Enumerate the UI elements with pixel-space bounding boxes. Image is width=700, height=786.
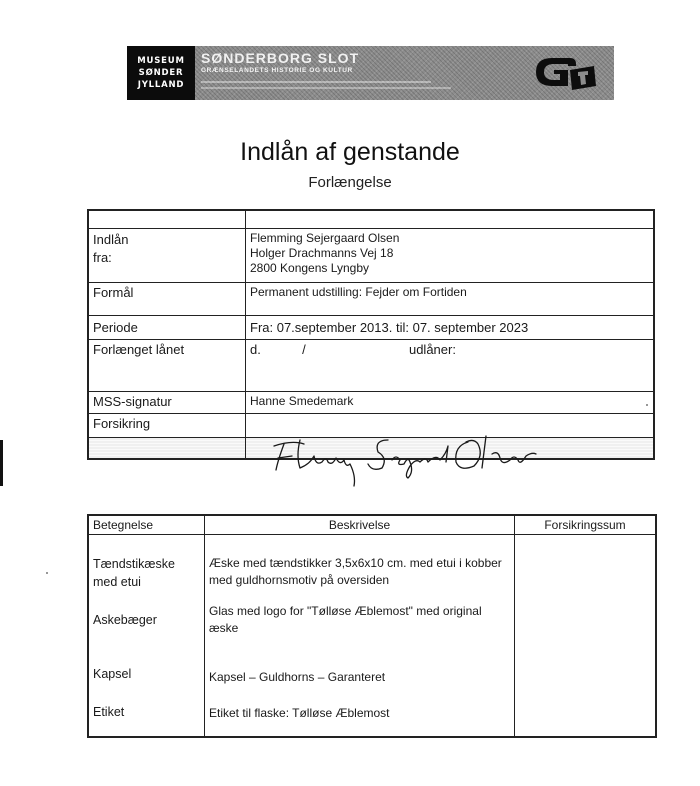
document-title: Indlån af genstande (240, 138, 460, 166)
banner-faded-line (201, 87, 451, 89)
museum-logo-line: JYLLAND (137, 80, 185, 90)
descriptions-column (205, 535, 515, 737)
lender-city: 2800 Kongens Lyngby (250, 260, 369, 275)
mss-value: Hanne Smedemark (246, 391, 655, 413)
castle-emblem-icon (530, 52, 600, 94)
table-row (88, 315, 654, 339)
banner-faded-line (201, 81, 431, 83)
object-name: Tændstikæske med etui (93, 557, 175, 589)
museum-logo-line: MUSEUM (137, 56, 185, 66)
names-column (88, 535, 205, 737)
object-name: Etiket (93, 705, 125, 719)
header-banner (127, 46, 614, 100)
object-description: Glas med logo for "Tølløse Æblemost" med original æske (209, 604, 482, 635)
object-description: Kapsel – Guldhorns – Garanteret (209, 670, 386, 684)
purpose-value: Permanent udstilling: Fejder om Fortiden (246, 282, 655, 315)
castle-subtitle: GRÆNSELANDETS HISTORIE OG KULTUR (201, 67, 353, 74)
insurance-sum-column (515, 535, 657, 737)
period-label: Periode (88, 315, 246, 339)
handwritten-signature (270, 426, 560, 490)
table-row (88, 391, 654, 413)
column-header-description: Beskrivelse (205, 515, 515, 535)
empty-cell (246, 210, 655, 228)
object-name: Kapsel (93, 667, 132, 681)
mss-label: MSS-signatur (88, 391, 246, 413)
castle-title: SØNDERBORG SLOT (201, 50, 360, 66)
extended-label: Forlænget lånet (88, 339, 246, 391)
object-description: Æske med tændstikker 3,5x6x10 cm. med etui i kobber med guldhornsmotiv på oversiden (209, 556, 502, 587)
castle-banner (195, 46, 614, 100)
table-row (88, 228, 654, 282)
extended-date-prefix: d. (250, 341, 261, 357)
table-body-row (88, 535, 656, 737)
extended-lender-label: udlåner: (408, 341, 456, 357)
lender-street: Holger Drachmanns Vej 18 (250, 245, 394, 260)
scan-speck (46, 572, 48, 574)
objects-table (87, 514, 657, 738)
extended-value (246, 339, 655, 391)
table-row (88, 339, 654, 391)
object-description: Etiket til flaske: Tølløse Æblemost (209, 706, 390, 720)
document-subtitle: Forlængelse (308, 174, 392, 191)
table-row (88, 437, 654, 459)
object-name: Askebæger (93, 613, 157, 627)
insurance-label: Forsikring (88, 413, 246, 437)
loan-details-table (87, 209, 655, 460)
lender-name: Flemming Sejergaard Olsen (250, 230, 400, 245)
table-row (88, 282, 654, 315)
shaded-cell (88, 437, 246, 459)
lender-label: Indlån fra: (88, 228, 246, 282)
purpose-label: Formål (88, 282, 246, 315)
signature-cell (246, 437, 655, 459)
period-value: Fra: 07.september 2013. til: 07. september 2023 (246, 315, 655, 339)
museum-logo-line: SØNDER (138, 68, 184, 78)
table-row (88, 210, 654, 228)
table-header-row (88, 515, 656, 535)
column-header-insurance: Forsikringssum (515, 515, 657, 535)
extended-date-slash: / (302, 341, 306, 357)
empty-cell (88, 210, 246, 228)
museum-logo (127, 46, 195, 100)
column-header-name: Betegnelse (88, 515, 205, 535)
scan-margin-mark (0, 440, 3, 486)
lender-address (246, 228, 655, 282)
